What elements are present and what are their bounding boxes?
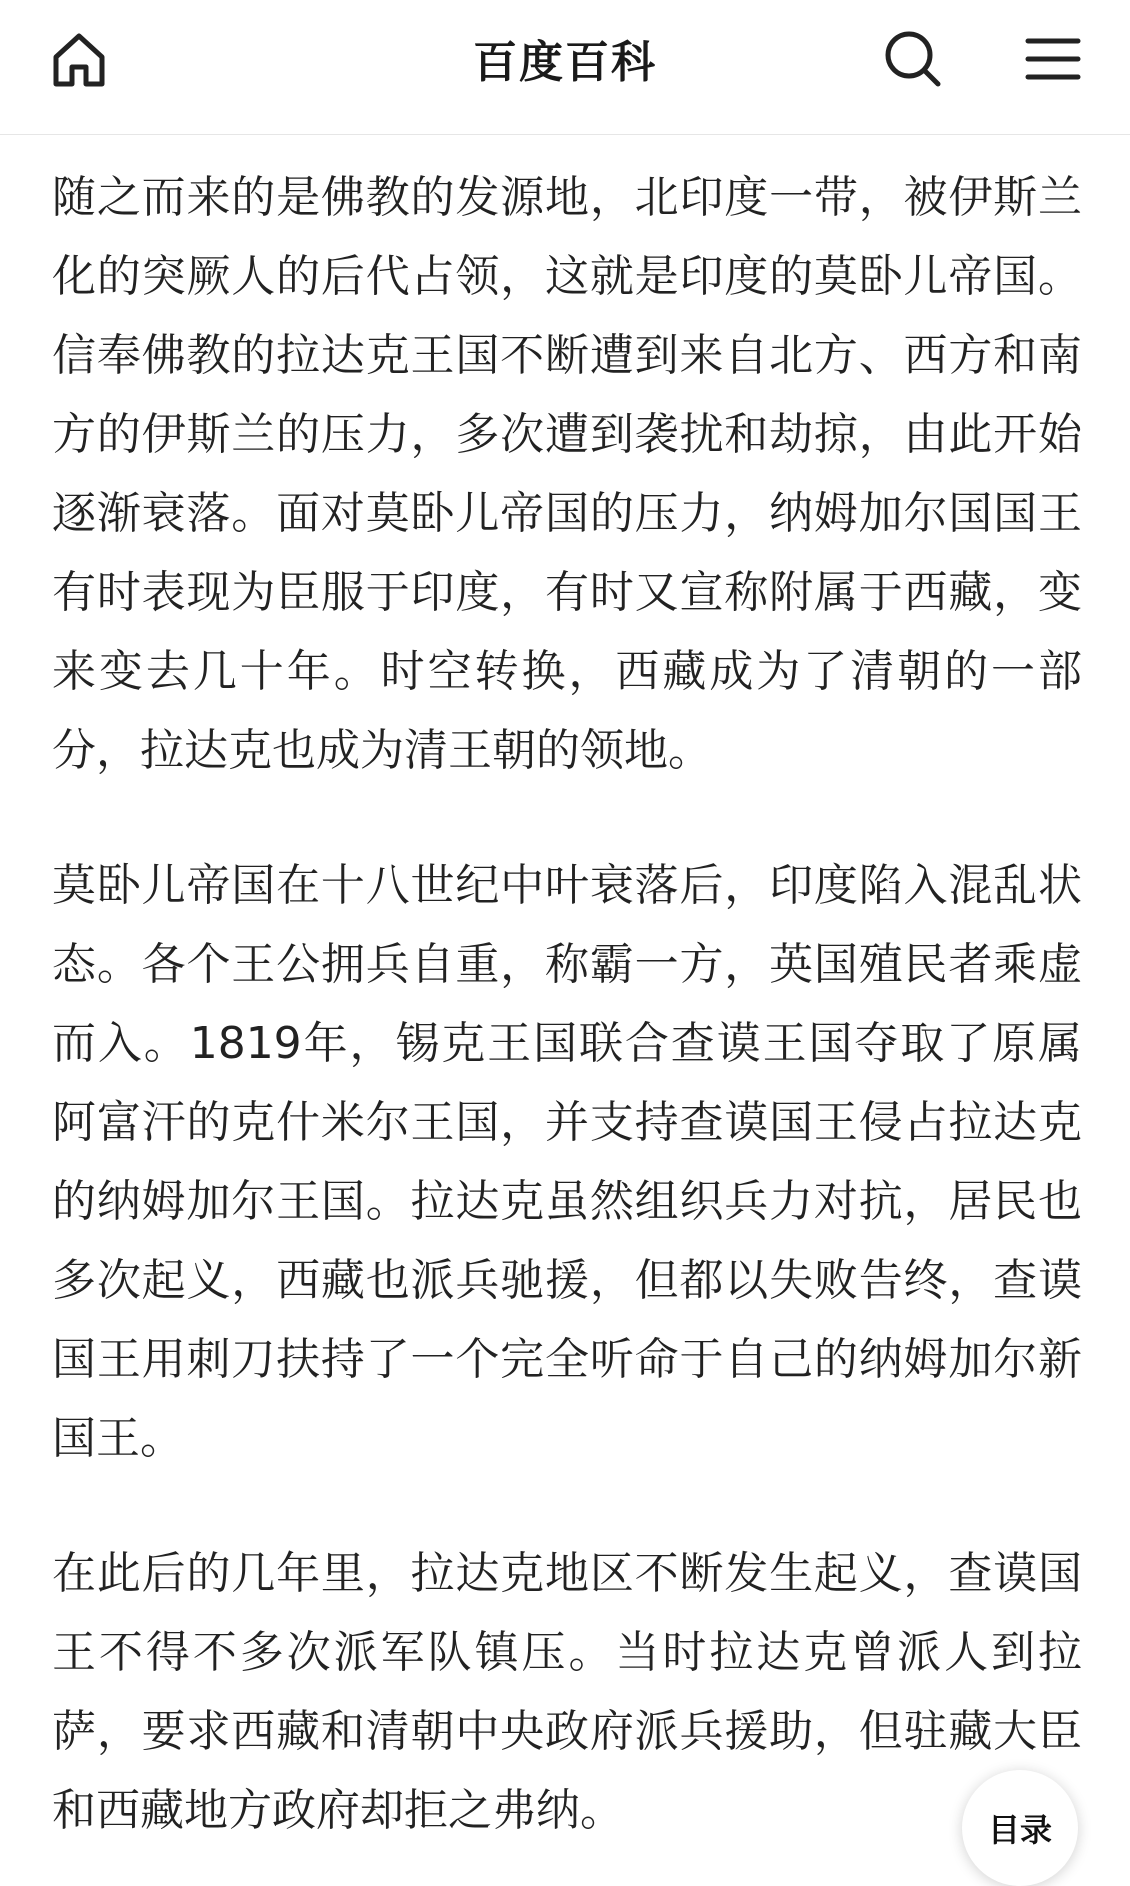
top-navigation-bar <box>0 0 1130 135</box>
article-paragraph: 随之而来的是佛教的发源地，北印度一带，被伊斯兰化的突厥人的后代占领，这就是印度的莫卧儿帝国。信奉佛教的拉达克王国不断遭到来自北方、西方和南方的伊斯兰的压力，多次遭到袭扰和劫掠，由此开始逐渐衰落。面对莫卧儿帝国的压力，纳姆加尔国国王有时表现为臣服于印度，有时又宣称附属于西藏，变来变去几十年。时空转换，西藏成为了清朝的一部分，拉达克也成为清王朝的领地。 <box>52 172 1082 776</box>
table-of-contents-button[interactable]: 目录 <box>962 1770 1078 1886</box>
article-paragraph: 莫卧儿帝国在十八世纪中叶衰落后，印度陷入混乱状态。各个王公拥兵自重，称霸一方，英国殖民者乘虚而入。1819年，锡克王国联合查谟王国夺取了原属阿富汗的克什米尔王国，并支持查谟国王侵占拉达克的纳姆加尔王国。拉达克虽然组织兵力对抗，居民也多次起义，西藏也派兵驰援，但都以失败告终，查谟国王用刺刀扶持了一个完全听命于自己的纳姆加尔新国王。 <box>52 860 1082 1464</box>
page-title: 百度百科 <box>473 37 657 88</box>
menu-button[interactable] <box>1018 24 1088 94</box>
article-content <box>52 158 1082 1850</box>
search-icon <box>878 24 948 94</box>
article-paragraph: 在此后的几年里，拉达克地区不断发生起义，查谟国王不得不多次派军队镇压。当时拉达克曾派人到拉萨，要求西藏和清朝中央政府派兵援助，但驻藏大臣和西藏地方政府却拒之弗纳。 <box>52 1548 1082 1836</box>
menu-icon <box>1018 24 1088 94</box>
search-button[interactable] <box>878 24 948 94</box>
